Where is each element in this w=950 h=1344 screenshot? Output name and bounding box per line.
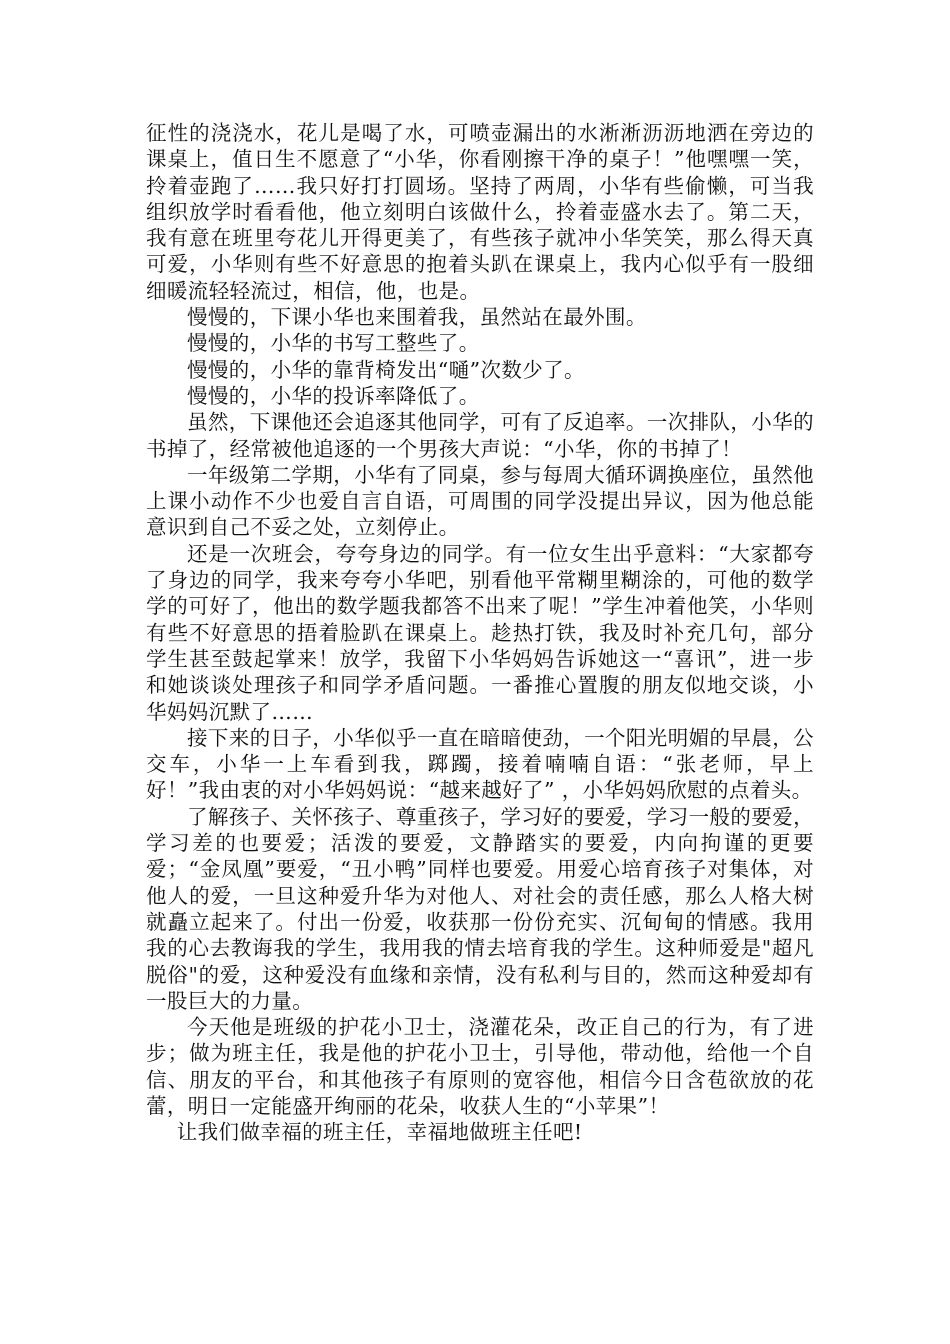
paragraph: 慢慢的，小华的书写工整些了。: [187, 331, 480, 356]
paragraph: 一年级第二学期，小华有了同桌，参与每周大循环调换座位，虽然他上课小动作不少也爱自言自语，可周围的同学没提出异议，因为他总能意识到自己不妥之处，立刻停止。: [146, 462, 814, 540]
document-body: [146, 120, 814, 1146]
paragraph: 虽然，下课他还会追逐其他同学，可有了反追率。一次排队，小华的书掉了，经常被他追逐的一个男孩大声说：“小华，你的书掉了！: [146, 410, 814, 461]
paragraph: 接下来的日子，小华似乎一直在暗暗使劲，一个阳光明媚的早晨，公交车，小华一上车看到我，踯躅，接着喃喃自语：“张老师，早上好！”我由衷的对小华妈妈说：“越来越好了” ，小华妈妈欣慰的点着头。: [146, 725, 814, 803]
paragraph: 还是一次班会，夸夸身边的同学。有一位女生出乎意料：“大家都夸了身边的同学，我来夸夸小华吧，别看他平常糊里糊涂的，可他的数学学的可好了，他出的数学题我都答不出来了呢！”学生冲着他笑，小华则有些不好意思的捂着脸趴在课桌上。趁热打铁，我及时补充几句，部分学生甚至鼓起掌来！放学，我留下小华妈妈告诉她这一“喜讯”，进一步和她谈谈处理孩子和同学矛盾问题。一番推心置腹的朋友似地交谈，小华妈妈沉默了……: [146, 541, 814, 724]
paragraph: 了解孩子、关怀孩子、尊重孩子，学习好的要爱，学习一般的要爱，学习差的也要爱；活泼的要爱，文静踏实的要爱，内向拘谨的更要爱；“金凤凰”要爱，“丑小鸭”同样也要爱。用爱心培育孩子对集体，对他人的爱，一旦这种爱升华为对他人、对社会的责任感，那么人格大树就矗立起来了。付出一份爱，收获那一份份充实、沉甸甸的情感。我用我的心去教诲我的学生，我用我的情去培育我的学生。这种师爱是"超凡脱俗"的爱，这种爱没有血缘和亲情，没有私利与目的，然而这种爱却有一股巨大的力量。: [146, 804, 814, 1013]
paragraph: 慢慢的，下课小华也来围着我，虽然站在最外围。: [187, 305, 647, 330]
paragraph: 今天他是班级的护花小卫士，浇灌花朵，改正自己的行为，有了进步；做为班主任，我是他的护花小卫士，引导他，带动他，给他一个自信、朋友的平台，和其他孩子有原则的宽容他，相信今日含苞欲放的花蕾，明日一定能盛开绚丽的花朵，收获人生的“小苹果”！: [146, 1015, 814, 1118]
paragraph: 慢慢的，小华的靠背椅发出“嗵”次数少了。: [187, 357, 585, 382]
closing-paragraph: 让我们做幸福的班主任，幸福地做班主任吧!: [176, 1120, 583, 1145]
paragraph: 征性的浇浇水，花儿是喝了水，可喷壶漏出的水淅淅沥沥地洒在旁边的课桌上，值日生不愿意了“小华，你看刚擦干净的桌子！”他嘿嘿一笑，拎着壶跑了……我只好打打圆场。坚持了两周，小华有些偷懒，可当我组织放学时看看他，他立刻明白该做什么，拎着壶盛水去了。第二天，我有意在班里夸花儿开得更美了，有些孩子就冲小华笑笑，那么得天真可爱，小华则有些不好意思的抱着头趴在课桌上，我内心似乎有一股细细暖流轻轻流过，相信，他，也是。: [146, 121, 814, 303]
paragraph: 慢慢的，小华的投诉率降低了。: [187, 383, 480, 408]
